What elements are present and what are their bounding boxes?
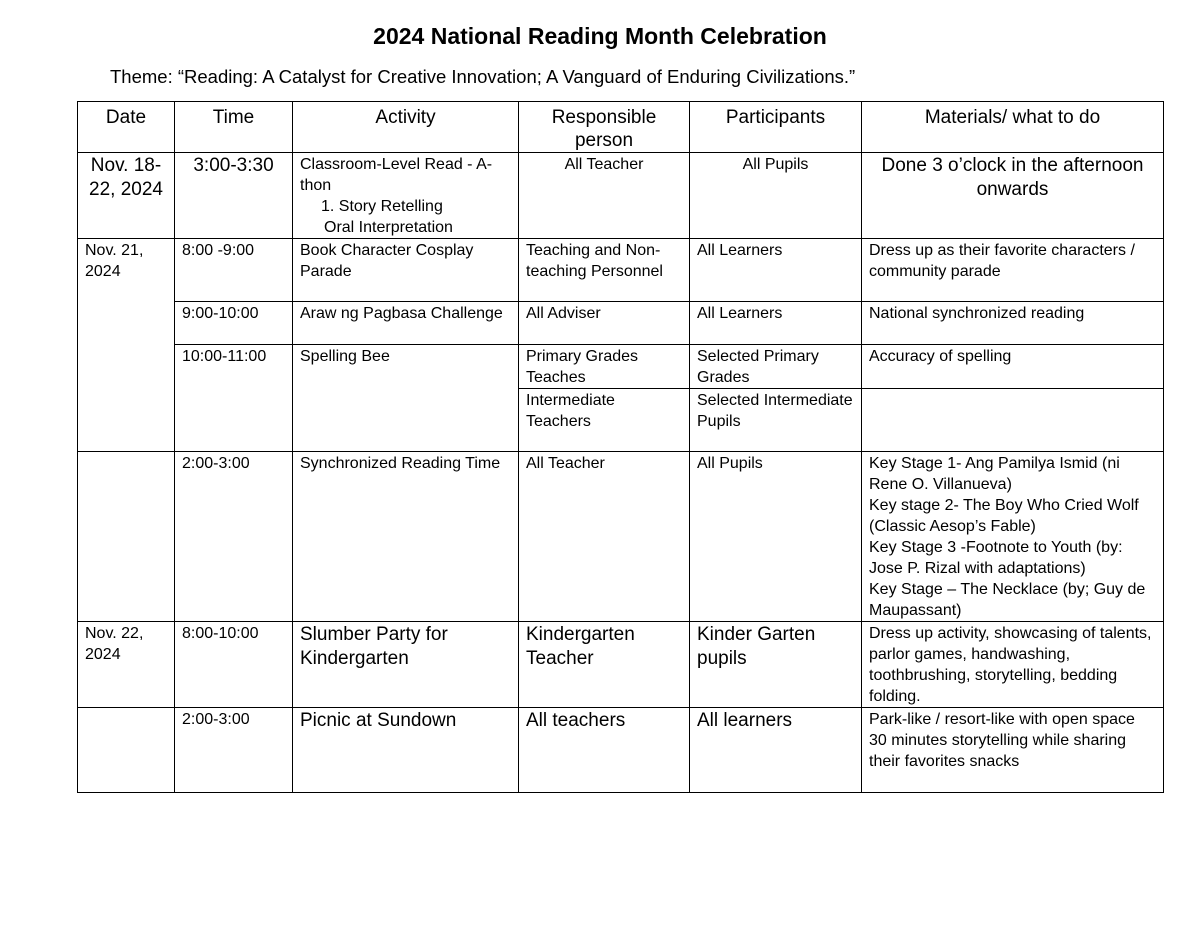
table-row <box>78 622 1164 708</box>
cell-materials: Dress up activity, showcasing of talents, parlor games, handwashing, toothbrushing, storytelling, bedding folding. <box>862 622 1164 708</box>
materials-line: 30 minutes storytelling while sharing their favorites snacks <box>869 732 1127 770</box>
materials-line: Key Stage 1- Ang Pamilya Ismid (ni Rene O. Villanueva) <box>869 455 1120 493</box>
cell-participants: Selected Primary Grades <box>690 345 862 389</box>
cell-materials <box>862 452 1164 622</box>
table-row <box>78 708 1164 793</box>
materials-line: Park-like / resort-like with open space <box>869 711 1135 728</box>
cell-participants: All learners <box>690 708 862 793</box>
cell-activity: Book Character Cosplay Parade <box>293 239 519 302</box>
cell-responsible: Intermediate Teachers <box>519 389 690 452</box>
document-theme: Theme: “Reading: A Catalyst for Creative Innovation; A Vanguard of Enduring Civilizations.” <box>110 66 856 87</box>
cell-responsible: Primary Grades Teaches <box>519 345 690 389</box>
cell-time: 3:00-3:30 <box>175 153 293 239</box>
cell-materials <box>862 389 1164 452</box>
header-activity: Activity <box>293 102 519 153</box>
cell-participants: All Learners <box>690 239 862 302</box>
cell-time: 2:00-3:00 <box>175 452 293 622</box>
cell-responsible: Teaching and Non-teaching Personnel <box>519 239 690 302</box>
cell-activity: Picnic at Sundown <box>293 708 519 793</box>
cell-time: 8:00 -9:00 <box>175 239 293 302</box>
cell-participants: All Pupils <box>690 153 862 239</box>
cell-participants: All Learners <box>690 302 862 345</box>
table-row <box>78 302 1164 345</box>
cell-activity: Spelling Bee <box>293 345 519 452</box>
cell-responsible: All teachers <box>519 708 690 793</box>
cell-responsible: All Adviser <box>519 302 690 345</box>
schedule-table <box>77 101 1164 793</box>
activity-subitem: 1. Story Retelling <box>321 198 443 215</box>
cell-activity: Synchronized Reading Time <box>293 452 519 622</box>
cell-responsible: Kindergarten Teacher <box>519 622 690 708</box>
cell-date: Nov. 22, 2024 <box>78 622 175 708</box>
table-row <box>78 153 1164 239</box>
materials-line: Key stage 2- The Boy Who Cried Wolf (Classic Aesop’s Fable) <box>869 497 1139 535</box>
activity-text: Classroom-Level Read - A-thon <box>300 156 493 194</box>
cell-date <box>78 452 175 622</box>
cell-participants: Kinder Garten pupils <box>690 622 862 708</box>
cell-time: 8:00-10:00 <box>175 622 293 708</box>
cell-date <box>78 708 175 793</box>
materials-line: Key Stage – The Necklace (by; Guy de Maupassant) <box>869 581 1146 619</box>
materials-line: Key Stage 3 -Footnote to Youth (by: Jose P. Rizal with adaptations) <box>869 539 1123 577</box>
cell-materials: National synchronized reading <box>862 302 1164 345</box>
cell-responsible: All Teacher <box>519 452 690 622</box>
cell-participants: All Pupils <box>690 452 862 622</box>
cell-responsible: All Teacher <box>519 153 690 239</box>
cell-date: Nov. 21, 2024 <box>78 239 175 452</box>
header-date: Date <box>78 102 175 153</box>
cell-activity: Slumber Party for Kindergarten <box>293 622 519 708</box>
cell-materials: Accuracy of spelling <box>862 345 1164 389</box>
header-time: Time <box>175 102 293 153</box>
header-responsible: Responsible person <box>519 102 690 153</box>
document-title: 2024 National Reading Month Celebration <box>373 23 827 49</box>
table-row <box>78 345 1164 389</box>
cell-materials: Done 3 o’clock in the afternoon onwards <box>862 153 1164 239</box>
header-materials: Materials/ what to do <box>862 102 1164 153</box>
table-row <box>78 239 1164 302</box>
cell-activity <box>293 153 519 239</box>
activity-subitem: Oral Interpretation <box>324 219 453 236</box>
cell-materials: Dress up as their favorite characters / community parade <box>862 239 1164 302</box>
table-header-row <box>78 102 1164 153</box>
cell-time: 2:00-3:00 <box>175 708 293 793</box>
cell-participants: Selected Intermediate Pupils <box>690 389 862 452</box>
header-participants: Participants <box>690 102 862 153</box>
cell-date: Nov. 18-22, 2024 <box>78 153 175 239</box>
cell-materials <box>862 708 1164 793</box>
cell-activity: Araw ng Pagbasa Challenge <box>293 302 519 345</box>
table-row <box>78 452 1164 622</box>
cell-time: 10:00-11:00 <box>175 345 293 452</box>
cell-time: 9:00-10:00 <box>175 302 293 345</box>
